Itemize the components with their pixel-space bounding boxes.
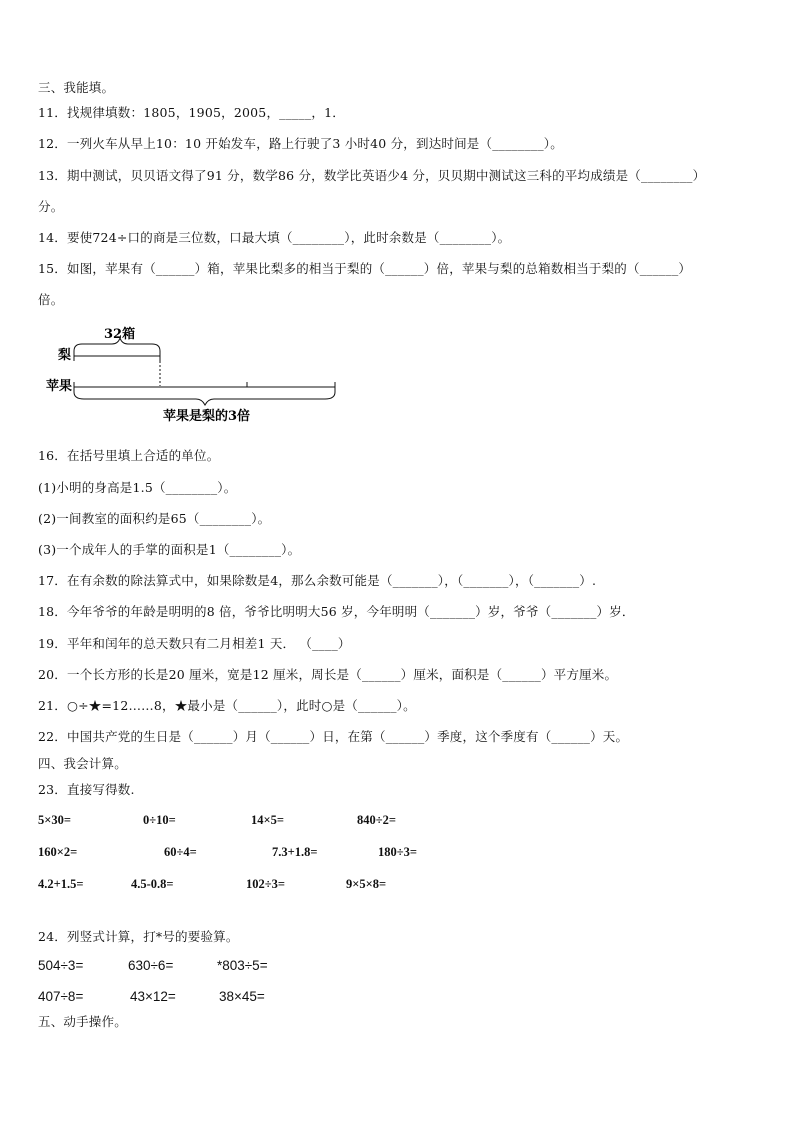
question-16-1: (1)小明的身高是1.5（________）。 <box>38 480 237 495</box>
question-22: 22．中国共产党的生日是（______）月（______）日，在第（______）季度，这个季度有（______）天。 <box>38 729 629 744</box>
question-14: 14．要使724÷口的商是三位数，口最大填（________），此时余数是（________）。 <box>38 230 511 245</box>
oral-calc-item: 9×5×8= <box>346 877 387 891</box>
oral-calc-item: 0÷10= <box>143 813 176 827</box>
question-16-3: (3)一个成年人的手掌的面积是1（________）。 <box>38 542 301 557</box>
section-3-title: 三、我能填。 <box>38 80 115 95</box>
written-calc-item: 38×45= <box>219 989 265 1004</box>
question-24: 24．列竖式计算，打*号的要验算。 <box>38 929 239 944</box>
oral-calc-item: 14×5= <box>251 813 284 827</box>
written-calc-item: 504÷3= <box>38 958 84 973</box>
oral-calc-item: 102÷3= <box>246 877 285 891</box>
written-calc-item: *803÷5= <box>217 958 268 973</box>
apple-label: 苹果 <box>46 379 73 394</box>
pear-label: 梨 <box>58 348 72 363</box>
oral-calc-item: 160×2= <box>38 845 78 859</box>
line-segment-diagram <box>40 318 350 430</box>
question-12: 12．一列火车从早上10：10 开始发车，路上行驶了3 小时40 分，到达时间是（________）。 <box>38 136 563 151</box>
oral-calc-item: 4.2+1.5= <box>38 877 84 891</box>
section-4-title: 四、我会计算。 <box>38 756 127 771</box>
question-17: 17．在有余数的除法算式中，如果除数是4，那么余数可能是（_______），（_______），（_______）. <box>38 573 597 588</box>
question-11: 11．找规律填数：1805，1905，2005，_____，1． <box>38 105 345 120</box>
question-16: 16．在括号里填上合适的单位。 <box>38 448 220 463</box>
oral-calc-item: 7.3+1.8= <box>272 845 318 859</box>
diagram-top-label: 32箱 <box>104 327 136 342</box>
question-21: 21．○÷★=12……8，★最小是（______），此时○是（______）。 <box>38 698 416 713</box>
question-13-line1: 13．期中测试，贝贝语文得了91 分，数学86 分，数学比英语少4 分，贝贝期中测试这三科的平均成绩是（________） <box>38 168 706 183</box>
question-15-line1: 15．如图，苹果有（______）箱，苹果比梨多的相当于梨的（______）倍，苹果与梨的总箱数相当于梨的（______） <box>38 261 692 276</box>
question-23: 23．直接写得数. <box>38 782 135 797</box>
diagram-bottom-label: 苹果是梨的3倍 <box>163 409 251 424</box>
written-calc-item: 407÷8= <box>38 989 84 1004</box>
oral-calc-item: 840÷2= <box>357 813 396 827</box>
oral-calc-item: 5×30= <box>38 813 71 827</box>
question-19: 19．平年和闰年的总天数只有二月相差1 天． （____） <box>38 636 351 651</box>
written-calc-item: 43×12= <box>130 989 176 1004</box>
oral-calc-item: 60÷4= <box>164 845 197 859</box>
question-16-2: (2)一间教室的面积约是65（________）。 <box>38 511 271 526</box>
question-15-line2: 倍。 <box>38 292 64 307</box>
question-20: 20．一个长方形的长是20 厘米，宽是12 厘米，周长是（______）厘米，面积是（______）平方厘米。 <box>38 667 618 682</box>
question-18: 18．今年爷爷的年龄是明明的8 倍，爷爷比明明大56 岁，今年明明（_______）岁，爷爷（_______）岁． <box>38 604 635 619</box>
question-13-line2: 分。 <box>38 199 64 214</box>
section-5-title: 五、动手操作。 <box>38 1014 127 1029</box>
oral-calc-item: 4.5-0.8= <box>131 877 174 891</box>
written-calc-item: 630÷6= <box>128 958 174 973</box>
bottom-brace <box>74 392 335 405</box>
oral-calc-item: 180÷3= <box>378 845 417 859</box>
